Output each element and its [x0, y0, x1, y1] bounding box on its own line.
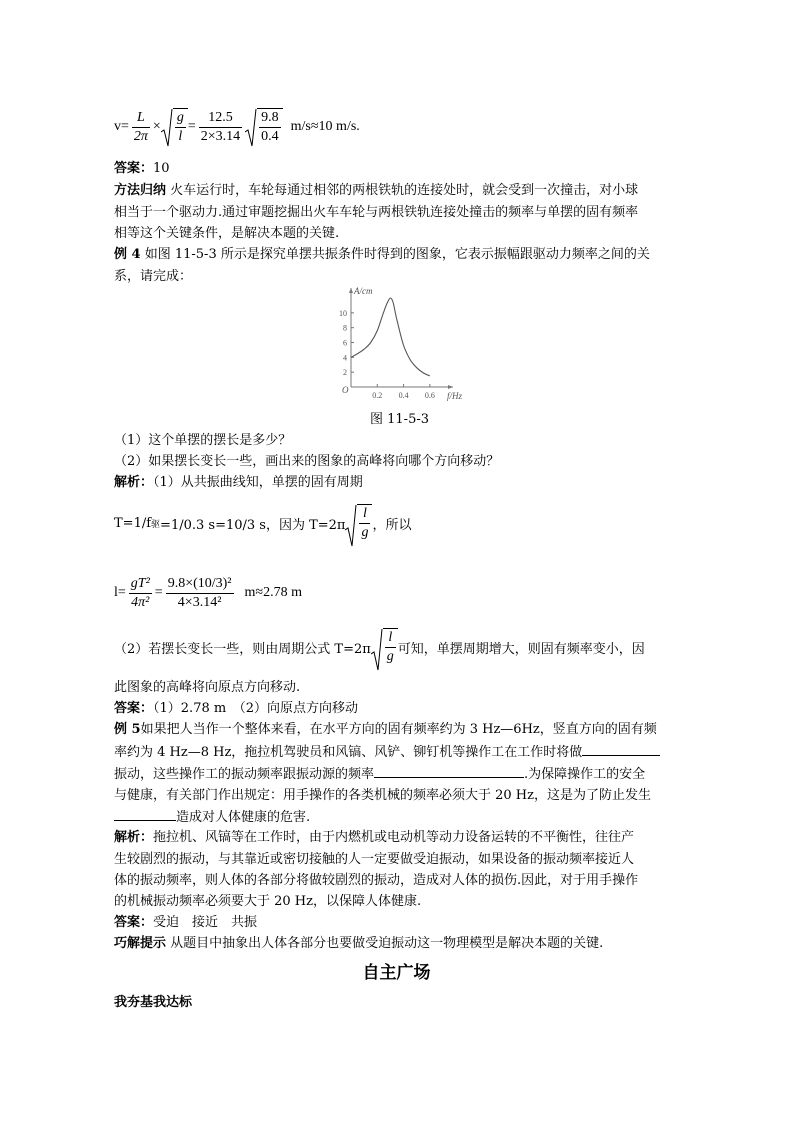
subscript-drive: 驱	[151, 519, 161, 530]
formula-prefix: v=	[114, 119, 129, 134]
fraction-denominator: l	[178, 129, 183, 144]
fill-blank-2[interactable]	[374, 763, 524, 778]
fraction-numerator: L	[132, 109, 150, 128]
example-label: 例 5	[114, 722, 141, 737]
example5-text-3b: .为保障操作工的安全	[524, 767, 646, 782]
fraction-denominator: g	[361, 525, 369, 540]
y-tick-label: 2	[343, 368, 347, 378]
y-axis-label: A/cm	[354, 286, 373, 296]
solution5-line-4: 的机械振动频率必须要大于 20 Hz，以保障人体健康.	[114, 894, 422, 909]
solution5-line-1	[114, 827, 634, 849]
part2-prefix: （2）若摆长变长一些，则由周期公式 T=2π	[114, 641, 371, 657]
tip-label: 巧解提示	[114, 936, 167, 951]
fraction-denominator: 2×3.14	[200, 128, 241, 144]
radical-sign-icon	[371, 628, 383, 672]
fraction-denominator: 4×3.14²	[177, 594, 222, 610]
chart-ticks	[339, 309, 435, 400]
fraction-numerator: gT²	[129, 575, 152, 594]
answer-text: 受迫 接近 共振	[153, 915, 258, 930]
length-prefix: l=	[114, 585, 126, 600]
sqrt-l-over-g-2	[371, 628, 398, 666]
method-line-3: 相等这个关键条件，是解决本题的关键.	[114, 226, 340, 241]
period-suffix: ，所以	[372, 517, 412, 533]
question-1: （1）这个单摆的摆长是多少？	[114, 433, 292, 448]
tip-line	[114, 933, 603, 955]
velocity-formula	[114, 106, 360, 148]
example-text: 如果把人当作一个整体来看，在水平方向的固有频率约为 3 Hz—6Hz，竖直方向的固有频	[140, 722, 657, 737]
radical-sign-icon	[245, 108, 257, 148]
fraction-numeric-length	[166, 575, 234, 612]
fraction-l-over-2pi	[132, 109, 150, 146]
solution-text: （1）从共振曲线知，单摆的固有周期	[153, 475, 363, 490]
answer-line-5	[114, 912, 257, 934]
resonance-curve-chart	[325, 280, 475, 406]
radical-sign-icon	[161, 108, 173, 148]
equals-sign: =	[154, 585, 163, 600]
example5-text-2: 率约为 4 Hz—8 Hz，拖拉机驾驶员和风镐、风铲、铆钉机等操作工在工作时将做	[114, 745, 583, 760]
section-title: 自主广场	[362, 963, 431, 983]
answer-label: 答案：	[114, 915, 154, 930]
method-line-2: 相当于一个驱动力.通过审题挖掘出火车车轮与两根铁轨连接处撞击的频率与单摆的固有频率	[114, 205, 639, 220]
solution-label: 解析：	[114, 475, 154, 490]
example5-line-3	[114, 763, 645, 786]
chart-series	[351, 298, 430, 376]
x-tick-label: 0.2	[372, 391, 383, 400]
resonance-curve-line	[351, 298, 430, 376]
method-text: 火车运行时，车轮每通过相邻的两根铁轨的连接处时，就会受到一次撞击，对小球	[170, 183, 639, 198]
figure-caption: 图 11-5-3	[370, 412, 430, 427]
section-subtitle: 我夯基我达标	[114, 995, 193, 1010]
fraction-numerator: 12.5	[199, 109, 242, 128]
answer-text: （1）2.78 m （2）向原点方向移动	[153, 701, 358, 716]
example4-line-1	[114, 244, 650, 266]
solution-text: 拖拉机、风镐等在工作时，由于内燃机或电动机等动力设备运转的不平衡性，往往产	[153, 830, 635, 845]
fill-blank-3[interactable]	[114, 806, 176, 821]
example5-text-3a: 振动，这些操作工的振动频率跟振动源的频率	[114, 767, 375, 782]
answer-text: 10	[153, 161, 170, 176]
sqrt-l-over-g	[345, 504, 372, 542]
fraction-denominator: 2π	[133, 128, 148, 144]
chart-axes	[342, 286, 463, 401]
y-tick-label: 6	[343, 338, 347, 348]
method-label: 方法归纳	[114, 183, 167, 198]
y-tick-label: 8	[343, 323, 347, 333]
period-formula-line	[114, 500, 411, 546]
method-line-1	[114, 180, 638, 202]
example5-line-5	[114, 806, 310, 829]
y-tick-label: 4	[343, 353, 347, 363]
fraction-numeric	[199, 109, 242, 146]
example5-text-5: 造成对人体健康的危害.	[176, 810, 311, 825]
origin-label: O	[342, 385, 349, 395]
answer-label: 答案：	[114, 161, 154, 176]
period-prefix: T=1/f	[114, 515, 152, 531]
example4-line-2: 系，请完成：	[114, 269, 193, 284]
example5-line-1	[114, 719, 657, 741]
solution4-part2-line	[114, 624, 645, 670]
x-axis-label: f/Hz	[447, 391, 463, 401]
times-sign: ×	[152, 119, 161, 134]
radical-sign-icon	[345, 504, 357, 548]
y-axis-arrow-icon	[349, 288, 353, 293]
question-2: （2）如果摆长变长一些，画出来的图象的高峰将向哪个方向移动？	[114, 454, 500, 469]
x-tick-label: 0.4	[398, 391, 409, 400]
fraction-gT2-over-4pi2	[129, 575, 152, 612]
x-axis-arrow-icon	[448, 385, 453, 389]
solution4-part2-line-2: 此图象的高峰将向原点方向移动.	[114, 680, 301, 695]
example5-line-4: 与健康，有关部门作出规定：用手操作的各类机械的频率必须大于 20 Hz，这是为了防止发生	[114, 788, 651, 803]
fraction-numerator: 9.8×(10/3)²	[166, 575, 234, 594]
example-text: 如图 11-5-3 所示是探究单摆共振条件时得到的图象，它表示振幅跟驱动力频率之间的关	[144, 247, 650, 262]
fraction-numerator: g	[175, 109, 186, 128]
fraction-numerator: l	[359, 505, 370, 524]
fraction-numerator: l	[385, 629, 396, 648]
sqrt-numeric	[245, 108, 283, 146]
x-tick-label: 0.6	[424, 391, 435, 400]
answer-label: 答案：	[114, 701, 154, 716]
fraction-denominator: g	[386, 649, 394, 664]
part2-suffix: 可知，单摆周期增大，则固有频率变小，因	[397, 641, 645, 657]
solution5-line-3: 体的振动频率，则人体的各部分将做较剧烈的振动，造成对人体的损伤.因此，对于用手操作	[114, 873, 639, 888]
fraction-denominator: 0.4	[261, 129, 279, 144]
length-suffix: m≈2.78 m	[244, 585, 302, 600]
y-tick-label: 10	[339, 308, 347, 318]
tip-text: 从题目中抽象出人体各部分也要做受迫振动这一物理模型是解决本题的关键.	[170, 936, 604, 951]
example5-line-2	[114, 741, 660, 764]
fraction-denominator: 4π²	[131, 594, 150, 610]
length-formula-line	[114, 564, 302, 622]
answer-line-4	[114, 698, 358, 720]
fill-blank-1[interactable]	[582, 741, 660, 756]
equals-sign: =	[187, 119, 196, 134]
solution5-line-2: 生较剧烈的振动，与其靠近或密切接触的人一定要做受迫振动，如果设备的振动频率接近人	[114, 852, 635, 867]
solution-label: 解析：	[114, 830, 154, 845]
solution4-line-1	[114, 472, 363, 494]
answer-line-1	[114, 158, 170, 180]
period-middle: =1/0.3 s=10/3 s，因为 T=2π	[160, 517, 346, 533]
sqrt-g-over-l	[161, 108, 188, 146]
formula-suffix: m/s≈10 m/s.	[290, 119, 360, 134]
example-label: 例 4	[114, 247, 141, 262]
fraction-numerator: 9.8	[259, 109, 281, 128]
